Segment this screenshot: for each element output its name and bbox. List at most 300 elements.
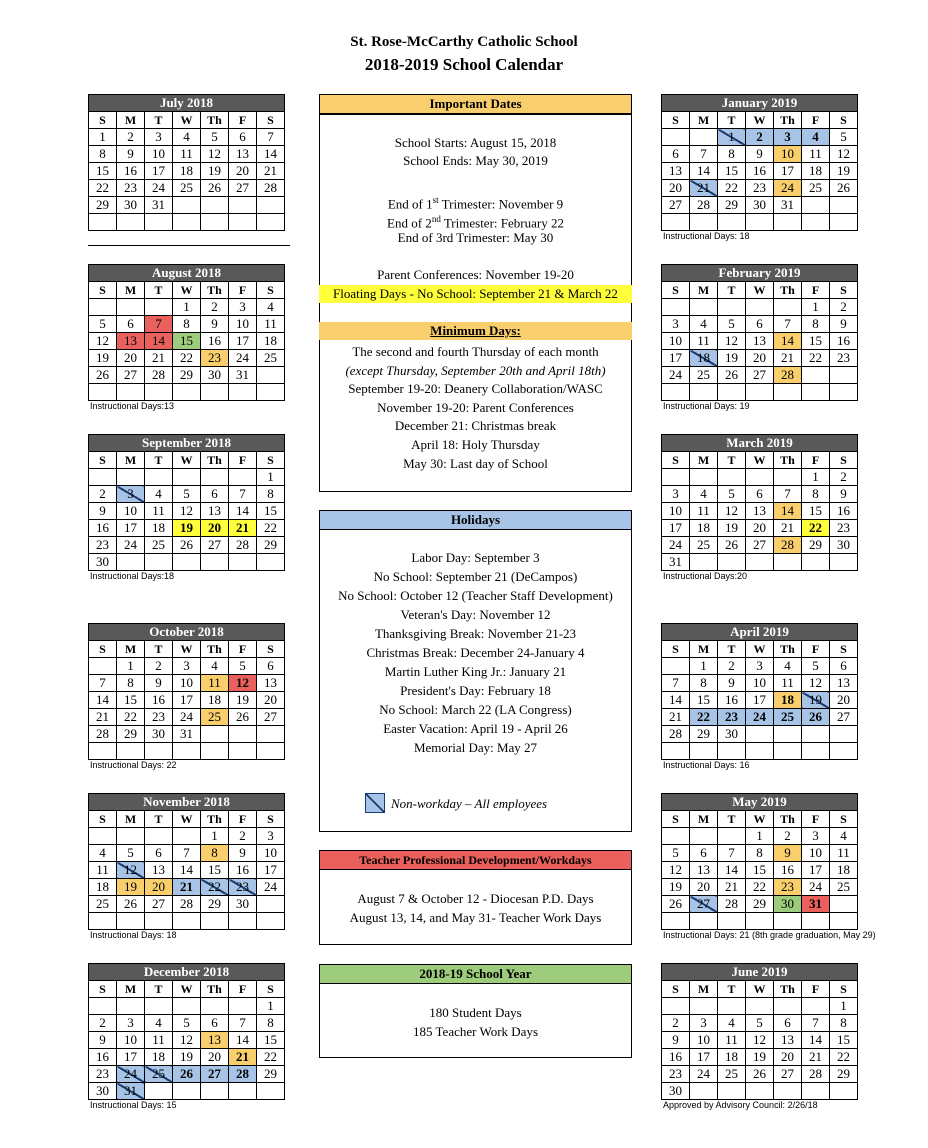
day-cell: 7 (229, 1015, 257, 1032)
day-cell: 30 (774, 896, 802, 913)
holiday-item: Thanksgiving Break: November 21-23 (374, 626, 577, 641)
day-cell: 26 (173, 537, 201, 554)
day-cell: 29 (117, 726, 145, 743)
holiday-item: President's Day: February 18 (400, 683, 551, 698)
day-cell: 5 (662, 845, 690, 862)
day-cell: 19 (830, 163, 858, 180)
empty-cell (662, 913, 690, 930)
day-cell: 8 (117, 675, 145, 692)
day-cell: 8 (746, 845, 774, 862)
day-cell: 29 (173, 367, 201, 384)
empty-cell (802, 197, 830, 214)
day-cell: 13 (257, 675, 285, 692)
holiday-item: No School: October 12 (Teacher Staff Development) (338, 588, 613, 603)
empty-cell (117, 299, 145, 316)
day-cell: 28 (718, 896, 746, 913)
empty-cell (89, 469, 117, 486)
empty-cell (117, 214, 145, 231)
day-cell: 28 (802, 1066, 830, 1083)
day-cell: 18 (718, 1049, 746, 1066)
empty-cell (718, 214, 746, 231)
empty-cell (774, 384, 802, 401)
day-cell: 21 (690, 180, 718, 197)
holiday-item: Christmas Break: December 24-January 4 (366, 645, 585, 660)
day-cell: 29 (802, 537, 830, 554)
empty-cell (117, 998, 145, 1015)
holiday-item: Martin Luther King Jr.: January 21 (384, 664, 567, 679)
empty-cell (690, 384, 718, 401)
day-cell: 16 (229, 862, 257, 879)
day-cell: 29 (718, 197, 746, 214)
day-cell: 3 (117, 486, 145, 503)
day-cell: 25 (145, 537, 173, 554)
minimum-day-item: April 18: Holy Thursday (411, 437, 540, 452)
weekday-label: S (257, 452, 285, 469)
day-cell: 6 (690, 845, 718, 862)
day-cell: 27 (746, 537, 774, 554)
day-cell: 29 (201, 896, 229, 913)
empty-cell (718, 743, 746, 760)
day-cell: 30 (718, 726, 746, 743)
holiday-item: Memorial Day: May 27 (413, 740, 538, 755)
month-title: August 2018 (89, 265, 285, 282)
weekday-label: F (229, 282, 257, 299)
day-cell: 27 (201, 537, 229, 554)
day-cell: 21 (173, 879, 201, 896)
empty-cell (690, 913, 718, 930)
day-cell: 27 (774, 1066, 802, 1083)
day-cell: 4 (774, 658, 802, 675)
weekday-label: F (802, 452, 830, 469)
day-cell: 17 (145, 163, 173, 180)
day-cell: 29 (746, 896, 774, 913)
day-cell: 11 (89, 862, 117, 879)
day-cell: 14 (145, 333, 173, 350)
weekday-label: S (89, 282, 117, 299)
parent-conferences: Parent Conferences: November 19-20 (377, 267, 574, 282)
day-cell: 9 (229, 845, 257, 862)
day-cell: 9 (89, 503, 117, 520)
day-cell: 2 (117, 129, 145, 146)
day-cell: 29 (690, 726, 718, 743)
empty-cell (89, 214, 117, 231)
day-cell: 26 (201, 180, 229, 197)
empty-cell (746, 214, 774, 231)
day-cell: 1 (830, 998, 858, 1015)
day-cell: 25 (690, 367, 718, 384)
empty-cell (257, 726, 285, 743)
empty-cell (746, 998, 774, 1015)
day-cell: 26 (802, 709, 830, 726)
day-cell: 22 (830, 1049, 858, 1066)
empty-cell (690, 998, 718, 1015)
empty-cell (746, 469, 774, 486)
day-cell: 6 (229, 129, 257, 146)
day-cell: 20 (201, 520, 229, 537)
day-cell: 16 (145, 692, 173, 709)
day-cell: 10 (662, 333, 690, 350)
weekday-label: S (257, 981, 285, 998)
day-cell: 14 (89, 692, 117, 709)
day-cell: 7 (690, 146, 718, 163)
day-cell: 19 (117, 879, 145, 896)
day-cell: 24 (662, 537, 690, 554)
school-starts: School Starts: August 15, 2018 (394, 135, 557, 150)
minimum-day-item: December 21: Christmas break (394, 418, 557, 433)
weekday-label: W (173, 811, 201, 828)
empty-cell (89, 913, 117, 930)
day-cell: 3 (145, 129, 173, 146)
day-cell: 30 (89, 554, 117, 571)
day-cell: 22 (718, 180, 746, 197)
day-cell: 26 (229, 709, 257, 726)
day-cell: 2 (718, 658, 746, 675)
day-cell: 6 (201, 486, 229, 503)
day-cell: 17 (802, 862, 830, 879)
empty-cell (662, 658, 690, 675)
day-cell: 4 (690, 486, 718, 503)
empty-cell (201, 384, 229, 401)
empty-cell (774, 469, 802, 486)
day-cell: 12 (802, 675, 830, 692)
day-cell: 23 (746, 180, 774, 197)
day-cell: 28 (662, 726, 690, 743)
day-cell: 2 (662, 1015, 690, 1032)
weekday-label: W (746, 452, 774, 469)
holiday-item: Labor Day: September 3 (411, 550, 540, 565)
month-note: Approved by Advisory Council: 2/26/18 (663, 1100, 818, 1110)
empty-cell (257, 367, 285, 384)
empty-cell (201, 554, 229, 571)
day-cell: 16 (718, 692, 746, 709)
day-cell: 8 (89, 146, 117, 163)
day-cell: 3 (662, 486, 690, 503)
empty-cell (830, 554, 858, 571)
day-cell: 14 (229, 503, 257, 520)
day-cell: 29 (257, 1066, 285, 1083)
month-title: November 2018 (89, 794, 285, 811)
day-cell: 8 (802, 316, 830, 333)
day-cell: 10 (145, 146, 173, 163)
day-cell: 1 (257, 998, 285, 1015)
empty-cell (145, 469, 173, 486)
day-cell: 7 (257, 129, 285, 146)
day-cell: 30 (89, 1083, 117, 1100)
day-cell: 30 (145, 726, 173, 743)
day-cell: 12 (89, 333, 117, 350)
day-cell: 27 (830, 709, 858, 726)
day-cell: 1 (690, 658, 718, 675)
day-cell: 30 (746, 197, 774, 214)
day-cell: 31 (802, 896, 830, 913)
weekday-label: S (89, 452, 117, 469)
weekday-label: T (145, 452, 173, 469)
day-cell: 15 (718, 163, 746, 180)
day-cell: 27 (117, 367, 145, 384)
day-cell: 1 (89, 129, 117, 146)
weekday-label: M (690, 282, 718, 299)
day-cell: 10 (117, 1032, 145, 1049)
day-cell: 27 (201, 1066, 229, 1083)
empty-cell (718, 469, 746, 486)
day-cell: 21 (718, 879, 746, 896)
teacher-pd-item: August 7 & October 12 - Diocesan P.D. Days (357, 891, 594, 906)
empty-cell (830, 197, 858, 214)
school-name: St. Rose-McCarthy Catholic School (350, 34, 578, 50)
empty-cell (201, 214, 229, 231)
day-cell: 12 (718, 503, 746, 520)
empty-cell (201, 998, 229, 1015)
day-cell: 19 (718, 350, 746, 367)
non-workday-legend-label: Non-workday – All employees (391, 796, 548, 811)
holiday-item: Veteran's Day: November 12 (400, 607, 551, 622)
divider (88, 245, 290, 246)
day-cell: 22 (257, 1049, 285, 1066)
day-cell: 27 (257, 709, 285, 726)
day-cell: 28 (690, 197, 718, 214)
empty-cell (173, 554, 201, 571)
holiday-item: Easter Vacation: April 19 - April 26 (383, 721, 568, 736)
day-cell: 26 (117, 896, 145, 913)
weekday-label: M (690, 641, 718, 658)
day-cell: 1 (173, 299, 201, 316)
day-cell: 5 (802, 658, 830, 675)
weekday-label: S (257, 641, 285, 658)
weekday-label: W (173, 282, 201, 299)
day-cell: 17 (229, 333, 257, 350)
day-cell: 25 (718, 1066, 746, 1083)
day-cell: 18 (774, 692, 802, 709)
minimum-day-item: September 19-20: Deanery Collaboration/WASC (348, 381, 603, 396)
weekday-label: W (173, 981, 201, 998)
empty-cell (257, 1083, 285, 1100)
empty-cell (830, 913, 858, 930)
empty-cell (145, 299, 173, 316)
day-cell: 23 (774, 879, 802, 896)
day-cell: 13 (145, 862, 173, 879)
day-cell: 23 (117, 180, 145, 197)
empty-cell (690, 1083, 718, 1100)
day-cell: 15 (257, 503, 285, 520)
month-note: Instructional Days:18 (90, 571, 175, 581)
empty-cell (830, 743, 858, 760)
empty-cell (830, 214, 858, 231)
weekday-label: S (257, 282, 285, 299)
day-cell: 18 (145, 520, 173, 537)
weekday-label: M (117, 641, 145, 658)
day-cell: 23 (229, 879, 257, 896)
day-cell: 21 (774, 520, 802, 537)
day-cell: 16 (830, 503, 858, 520)
calendar-aug (88, 264, 285, 401)
day-cell: 22 (173, 350, 201, 367)
day-cell: 10 (173, 675, 201, 692)
day-cell: 25 (802, 180, 830, 197)
day-cell: 18 (201, 692, 229, 709)
day-cell: 15 (201, 862, 229, 879)
day-cell: 4 (257, 299, 285, 316)
day-cell: 12 (746, 1032, 774, 1049)
day-cell: 19 (802, 692, 830, 709)
weekday-label: T (718, 981, 746, 998)
day-cell: 11 (173, 146, 201, 163)
day-cell: 4 (201, 658, 229, 675)
weekday-label: T (718, 452, 746, 469)
weekday-label: F (802, 641, 830, 658)
day-cell: 3 (802, 828, 830, 845)
trimester-1: End of 1st Trimester: November 9 (387, 195, 564, 212)
day-cell: 16 (662, 1049, 690, 1066)
minimum-day-item: The second and fourth Thursday of each month (352, 344, 599, 359)
empty-cell (145, 554, 173, 571)
holiday-item: No School: September 21 (DeCampos) (373, 569, 578, 584)
empty-cell (746, 554, 774, 571)
day-cell: 20 (690, 879, 718, 896)
non-workday-legend-swatch (365, 793, 385, 813)
empty-cell (718, 554, 746, 571)
day-cell: 8 (802, 486, 830, 503)
month-title: January 2019 (662, 95, 858, 112)
empty-cell (690, 214, 718, 231)
empty-cell (117, 913, 145, 930)
empty-cell (774, 743, 802, 760)
empty-cell (746, 1083, 774, 1100)
day-cell: 14 (718, 862, 746, 879)
empty-cell (774, 726, 802, 743)
empty-cell (173, 469, 201, 486)
empty-cell (802, 998, 830, 1015)
day-cell: 2 (201, 299, 229, 316)
empty-cell (802, 367, 830, 384)
weekday-label: S (830, 452, 858, 469)
day-cell: 25 (774, 709, 802, 726)
empty-cell (746, 384, 774, 401)
day-cell: 27 (746, 367, 774, 384)
empty-cell (802, 554, 830, 571)
day-cell: 2 (830, 469, 858, 486)
weekday-label: S (830, 641, 858, 658)
day-cell: 5 (201, 129, 229, 146)
empty-cell (145, 1083, 173, 1100)
weekday-label: Th (201, 981, 229, 998)
weekday-label: S (662, 981, 690, 998)
day-cell: 4 (830, 828, 858, 845)
day-cell: 26 (662, 896, 690, 913)
weekday-label: W (746, 112, 774, 129)
day-cell: 31 (662, 554, 690, 571)
day-cell: 17 (746, 692, 774, 709)
day-cell: 27 (690, 896, 718, 913)
weekday-label: F (802, 981, 830, 998)
day-cell: 22 (257, 520, 285, 537)
important-dates-heading: Important Dates (319, 94, 632, 114)
empty-cell (229, 1083, 257, 1100)
empty-cell (173, 743, 201, 760)
day-cell: 20 (774, 1049, 802, 1066)
day-cell: 19 (718, 520, 746, 537)
month-note: Instructional Days: 18 (663, 231, 750, 241)
day-cell: 21 (229, 1049, 257, 1066)
month-note: Instructional Days:13 (90, 401, 175, 411)
day-cell: 15 (830, 1032, 858, 1049)
day-cell: 15 (746, 862, 774, 879)
day-cell: 26 (746, 1066, 774, 1083)
day-cell: 3 (690, 1015, 718, 1032)
weekday-label: S (257, 811, 285, 828)
calendar-nov (88, 793, 285, 930)
empty-cell (229, 214, 257, 231)
month-note: Instructional Days: 21 (8th grade graduation, May 29) (663, 930, 876, 940)
day-cell: 11 (690, 333, 718, 350)
weekday-label: S (830, 112, 858, 129)
day-cell: 11 (201, 675, 229, 692)
day-cell: 26 (718, 367, 746, 384)
empty-cell (145, 384, 173, 401)
empty-cell (774, 214, 802, 231)
weekday-label: S (830, 282, 858, 299)
day-cell: 12 (229, 675, 257, 692)
day-cell: 30 (229, 896, 257, 913)
day-cell: 2 (830, 299, 858, 316)
day-cell: 18 (830, 862, 858, 879)
day-cell: 27 (145, 896, 173, 913)
day-cell: 9 (774, 845, 802, 862)
day-cell: 3 (173, 658, 201, 675)
empty-cell (662, 384, 690, 401)
weekday-label: S (662, 112, 690, 129)
empty-cell (802, 726, 830, 743)
day-cell: 10 (690, 1032, 718, 1049)
weekday-label: M (117, 282, 145, 299)
empty-cell (662, 469, 690, 486)
day-cell: 9 (662, 1032, 690, 1049)
day-cell: 25 (145, 1066, 173, 1083)
month-title: July 2018 (89, 95, 285, 112)
weekday-label: W (746, 981, 774, 998)
day-cell: 17 (117, 1049, 145, 1066)
day-cell: 23 (89, 1066, 117, 1083)
empty-cell (229, 554, 257, 571)
day-cell: 5 (718, 316, 746, 333)
day-cell: 10 (229, 316, 257, 333)
month-title: September 2018 (89, 435, 285, 452)
day-cell: 26 (173, 1066, 201, 1083)
day-cell: 24 (746, 709, 774, 726)
day-cell: 14 (774, 333, 802, 350)
day-cell: 7 (774, 316, 802, 333)
weekday-label: S (662, 811, 690, 828)
empty-cell (718, 828, 746, 845)
day-cell: 22 (746, 879, 774, 896)
day-cell: 28 (145, 367, 173, 384)
day-cell: 9 (830, 486, 858, 503)
day-cell: 25 (201, 709, 229, 726)
day-cell: 14 (257, 146, 285, 163)
day-cell: 21 (802, 1049, 830, 1066)
weekday-label: T (718, 641, 746, 658)
empty-cell (229, 998, 257, 1015)
day-cell: 24 (229, 350, 257, 367)
school-year-item: 180 Student Days (429, 1005, 522, 1020)
day-cell: 13 (117, 333, 145, 350)
day-cell: 3 (229, 299, 257, 316)
empty-cell (746, 726, 774, 743)
day-cell: 21 (89, 709, 117, 726)
calendar-mar (661, 434, 858, 571)
weekday-label: W (173, 452, 201, 469)
empty-cell (173, 998, 201, 1015)
day-cell: 25 (173, 180, 201, 197)
